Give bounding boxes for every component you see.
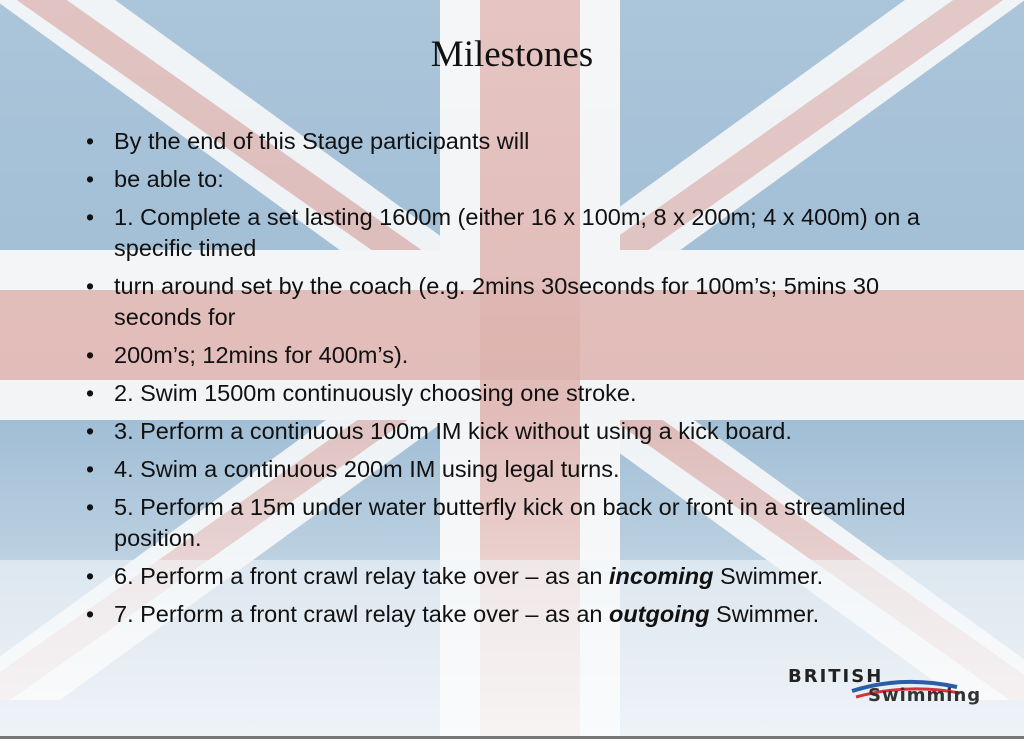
bullet-item: • 1. Complete a set lasting 1600m (either 16 x 100m; 8 x 200m; 4 x 400m) on a specific timed bbox=[86, 204, 920, 261]
bullet-glyph: • bbox=[86, 380, 95, 406]
bullet-glyph: • bbox=[86, 418, 95, 444]
british-swimming-logo bbox=[782, 661, 992, 721]
bullet-item: • 2. Swim 1500m continuously choosing one stroke. bbox=[84, 378, 954, 409]
bullet-item: • 6. Perform a front crawl relay take over – as an incoming Swimmer. bbox=[84, 561, 954, 592]
bullet-glyph: • bbox=[86, 128, 95, 154]
bullet-item: • 7. Perform a front crawl relay take over – as an outgoing Swimmer. bbox=[84, 599, 954, 630]
bullet-item: • be able to: bbox=[84, 164, 954, 195]
bullet-item: • turn around set by the coach (e.g. 2mins 30seconds for 100m’s; 5mins 30 seconds for bbox=[86, 273, 880, 330]
bullet-glyph: • bbox=[86, 601, 95, 627]
slide-title: Milestones bbox=[430, 34, 594, 75]
bullet-glyph: • bbox=[86, 204, 95, 230]
bullet-list bbox=[84, 126, 954, 637]
bullet-item: • By the end of this Stage participants will bbox=[84, 126, 954, 157]
bullet-glyph: • bbox=[86, 494, 95, 520]
bullet-glyph: • bbox=[86, 166, 95, 192]
emphasis-outgoing: outgoing bbox=[609, 601, 710, 627]
logo-text-british: BRITISH bbox=[788, 666, 884, 687]
bullet-glyph: • bbox=[86, 456, 95, 482]
bullet-item: • 3. Perform a continuous 100m IM kick without using a kick board. bbox=[84, 416, 954, 447]
bullet-glyph: • bbox=[86, 563, 95, 589]
logo-text-swimming: Swimming bbox=[868, 685, 982, 706]
bullet-item: • 5. Perform a 15m under water butterfly kick on back or front in a streamlined position. bbox=[86, 494, 906, 551]
bullet-glyph: • bbox=[86, 273, 95, 299]
emphasis-incoming: incoming bbox=[609, 563, 714, 589]
bullet-glyph: • bbox=[86, 342, 95, 368]
bullet-item: • 4. Swim a continuous 200m IM using legal turns. bbox=[84, 454, 954, 485]
bullet-item: • 200m’s; 12mins for 400m’s). bbox=[84, 340, 954, 371]
